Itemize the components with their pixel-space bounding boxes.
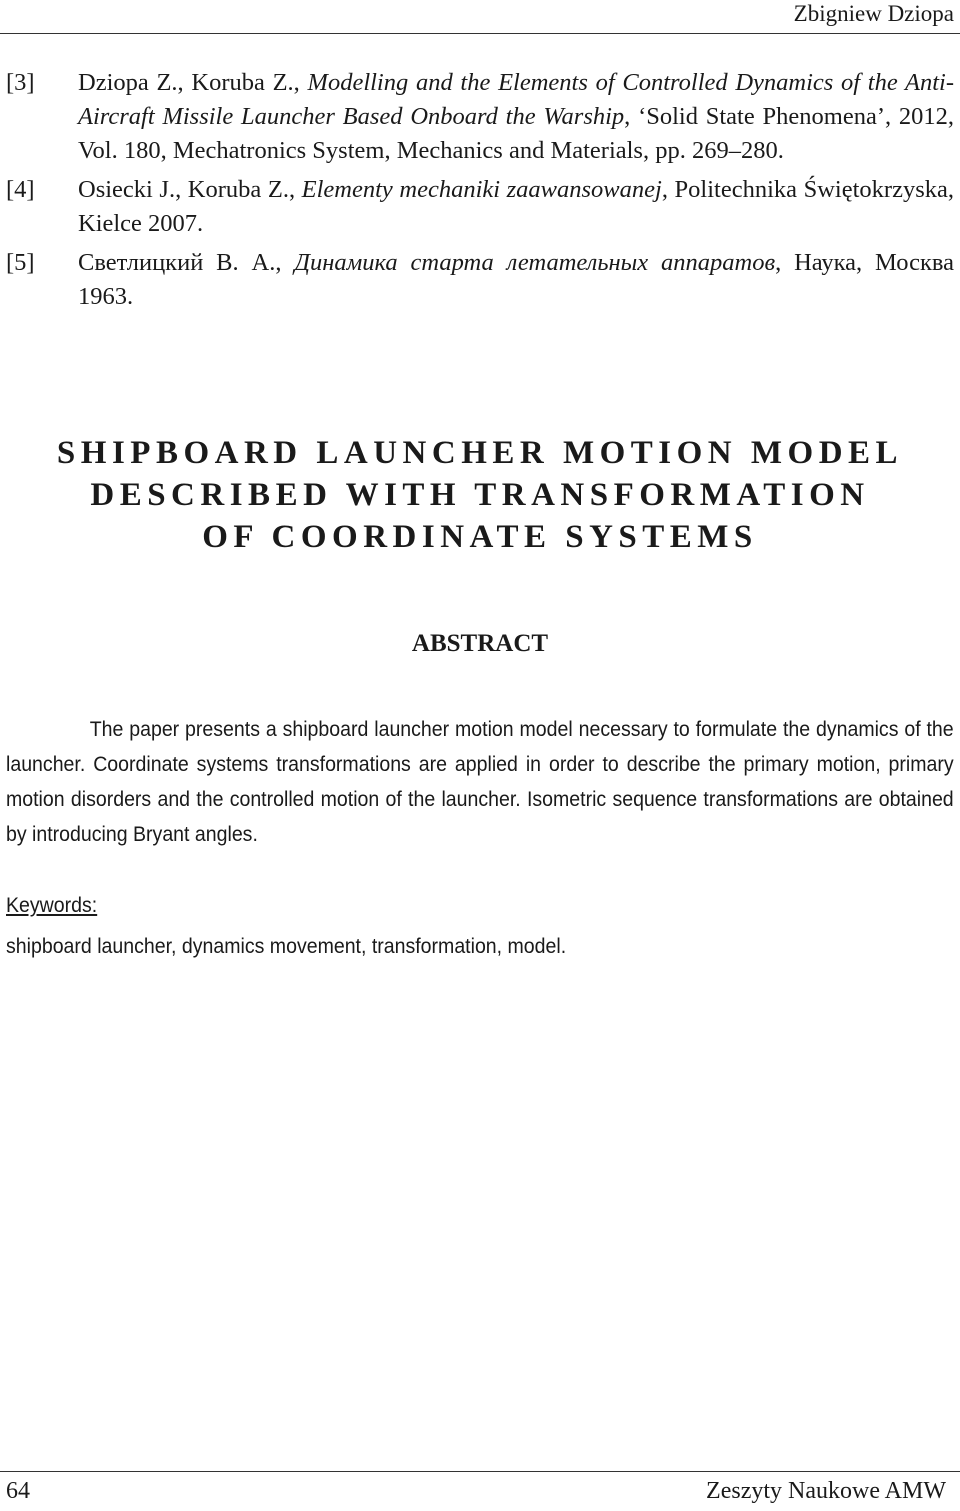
reference-authors: Osiecki J., Koruba Z., (78, 176, 302, 203)
reference-text (78, 173, 954, 241)
reference-title: Modelling and the Elements of Controlled Dynamics of the Anti-Aircraft Missile Launcher Based Onboard the Warship (78, 69, 954, 130)
reference-text (78, 246, 954, 314)
keywords-label: Keywords: (6, 894, 98, 917)
reference-authors: Светлицкий В. А., (78, 249, 295, 276)
journal-name: Zeszyty Naukowe AMW (706, 1478, 946, 1504)
running-header-author: Zbigniew Dziopa (793, 1, 954, 26)
header-divider (0, 33, 960, 34)
page-number: 64 (6, 1478, 30, 1504)
reference-item (6, 66, 954, 168)
paper-title-line: DESCRIBED WITH TRANSFORMATION (90, 477, 870, 513)
reference-number: [3] (6, 69, 35, 96)
keywords-list: shipboard launcher, dynamics movement, transformation, model. (6, 935, 567, 958)
reference-item (6, 246, 954, 314)
references-list (6, 66, 954, 319)
reference-item (6, 173, 954, 241)
abstract-heading: ABSTRACT (411, 630, 549, 657)
reference-details: , Politechnika Świętokrzyska, Kielce 2007. (78, 176, 954, 237)
paper-title-line: SHIPBOARD LAUNCHER MOTION MODEL (56, 435, 904, 471)
abstract-body: The paper presents a shipboard launcher motion model necessary to formulate the dynamics of the launcher. Coordinate systems transformations are applied in order to describe the primary motion, primary motion disorders and the controlled motion of the launcher. Isometric sequence transformations are obtained by introducing Bryant angles. (6, 718, 954, 846)
footer-divider (0, 1471, 960, 1472)
reference-number: [5] (6, 249, 35, 276)
reference-details: , Наука, Москва 1963. (78, 249, 954, 310)
reference-details: , ‘Solid State Phenomena’, 2012, Vol. 180, Mechatronics System, Mechanics and Materials, pp. 269–280. (78, 103, 954, 164)
reference-title: Elementy mechaniki zaawansowanej (301, 176, 662, 203)
reference-number: [4] (6, 176, 35, 203)
reference-text (78, 66, 954, 168)
paper-title (0, 432, 960, 558)
reference-title: Динамика старта летательных аппаратов (294, 249, 776, 276)
paper-title-line: OF COORDINATE SYSTEMS (202, 519, 758, 555)
reference-authors: Dziopa Z., Koruba Z., (78, 69, 308, 96)
